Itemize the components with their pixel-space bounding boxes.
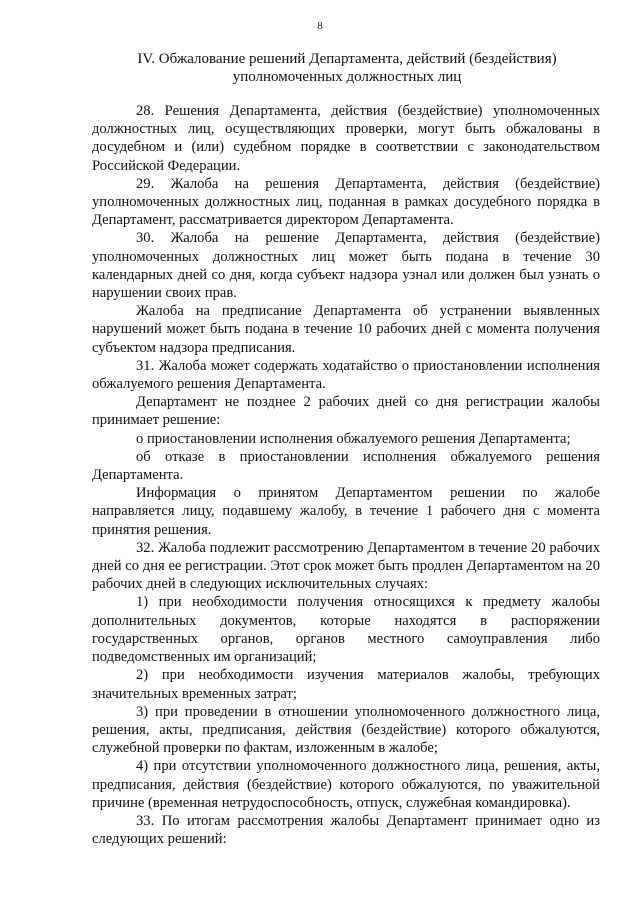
section-heading-line-1: IV. Обжалование решений Департамента, действий (бездействия) (137, 51, 557, 67)
paragraph-31: 31. Жалоба может содержать ходатайство о приостановлении исполнения обжалуемого решения Департамента. (92, 357, 600, 393)
paragraph-suspension-decision: Департамент не позднее 2 рабочих дней со дня регистрации жалобы принимает решение: (92, 394, 600, 429)
list-item-3: 3) при проведении в отношении уполномоченного должностного лица, решения, акты, предписания, действия (бездействие) которого обжалуются, служебной проверки по фактам, изложенным в жалобе; (92, 703, 600, 757)
paragraph-28: 28. Решения Департамента, действия (бездействие) уполномоченных должностных лиц, осуществляющих проверки, могут быть обжалованы в досудебном и (или) судебном порядке в соответствии с законодательством Российской Федерации. (92, 103, 600, 174)
paragraph-33: 33. По итогам рассмотрения жалобы Департамент принимает одно из следующих решений: (92, 812, 600, 848)
paragraph-refusal-option: об отказе в приостановлении исполнения обжалуемого решения Департамента. (92, 448, 600, 484)
list-item-4: 4) при отсутствии уполномоченного должностного лица, решения, акты, предписания, действия (бездействие) которого обжалуются, по уважительной причине (временная нетрудоспособность, отпуск, служебная командировка). (92, 758, 600, 811)
page-number: 8 (317, 20, 323, 32)
paragraph-suspension-option: о приостановлении исполнения обжалуемого решения Департамента; (136, 430, 571, 447)
paragraph-decision-notice: Информация о принятом Департаментом решении по жалобе направляется лицу, подавшему жалобу, в течение 1 рабочего дня с момента принятия решения. (92, 485, 600, 538)
list-item-1: 1) при необходимости получения относящихся к предмету жалобы дополнительных документов, которые находятся в распоряжении государственных органов, органов местного самоуправления либо подведомственных им организаций; (92, 594, 600, 666)
paragraph-30: 30. Жалоба на решение Департамента, действия (бездействие) уполномоченных должностных лиц может быть подана в течение 30 календарных дней со дня, когда субъект надзора узнал или должен был узнать о нарушении своих прав. (92, 230, 600, 302)
section-heading (92, 50, 602, 86)
document-body (92, 102, 600, 848)
paragraph-29: 29. Жалоба на решения Департамента, действия (бездействие) уполномоченных должностных лиц, поданная в рамках досудебного порядка в Департамент, рассматривается директором Департамента. (92, 175, 600, 229)
paragraph-prescription-complaint: Жалоба на предписание Департамента об устранении выявленных нарушений может быть подана в течение 10 рабочих дней с момента получения субъектом надзора предписания. (92, 303, 600, 356)
section-heading-line-2: уполномоченных должностных лиц (232, 69, 462, 85)
paragraph-32: 32. Жалоба подлежит рассмотрению Департаментом в течение 20 рабочих дней со дня ее регистрации. Этот срок может быть продлен Департаментом на 20 рабочих дней в следующих исключительных случаях: (92, 539, 600, 593)
list-item-2: 2) при необходимости изучения материалов жалобы, требующих значительных временных затрат; (92, 667, 600, 702)
